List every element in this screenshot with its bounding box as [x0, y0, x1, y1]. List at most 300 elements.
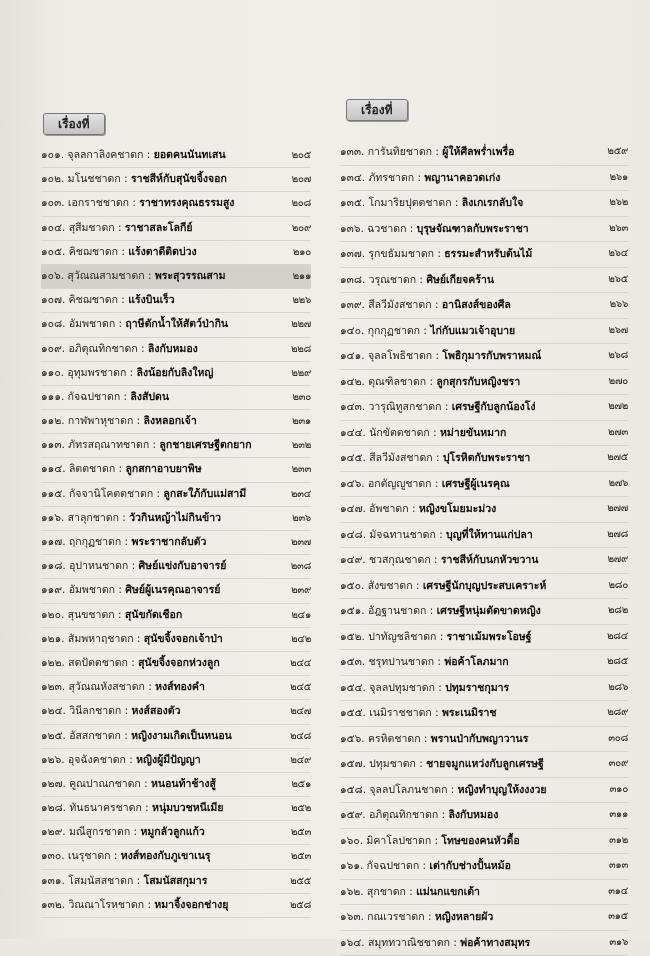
entry-page-number: ๒๔๔: [290, 652, 311, 675]
toc-entry: [340, 599, 628, 625]
entry-jataka-name: ๑๑๑. กัจฉปชาดก :: [41, 391, 130, 403]
entry-jataka-name: ๑๓๑. โสมนัสสชาดก :: [41, 875, 144, 887]
entry-story-title: เศรษฐีนักบุญประสบเคราะห์: [423, 580, 546, 592]
toc-entry: [41, 507, 311, 531]
entry-story-title: เศรษฐีผู้เนรคุณ: [442, 478, 510, 490]
entry-title: [340, 472, 510, 497]
entry-story-title: ลิงหลอกเจ้า: [144, 415, 197, 427]
entry-story-title: ราชสีห์กับนกหัวขวาน: [441, 554, 539, 566]
entry-story-title: สุนัขกัดเชือก: [125, 609, 182, 621]
entry-jataka-name: ๑๐๑. จุลลกาลิงคชาดก :: [41, 149, 154, 161]
toc-entry: [340, 166, 628, 192]
entry-jataka-name: ๑๓๔. ภัทรชาดก :: [340, 172, 424, 184]
entry-jataka-name: ๑๒๔. วินีลกชาดก :: [41, 705, 132, 717]
entry-story-title: ลูกสุกรกับหญิงชรา: [436, 376, 520, 388]
toc-entry: [41, 821, 311, 845]
entry-title: [340, 931, 530, 956]
entry-title: [41, 313, 228, 336]
entry-title: [340, 140, 514, 165]
entry-page-number: ๒๓๘: [291, 555, 311, 578]
entry-jataka-name: ๑๓๗. รุกขธัมมชาดก :: [340, 248, 444, 260]
entry-story-title: หญิงงามเกิดเป็นหนอน: [131, 730, 232, 742]
entry-jataka-name: ๑๒๑. สัมพหาฤชาดก :: [41, 633, 144, 645]
entry-jataka-name: ๑๒๖. อุจฉังคชาดก :: [41, 754, 136, 766]
entry-page-number: ๒๒๘: [291, 338, 311, 361]
entry-title: [41, 700, 181, 723]
toc-entry: [41, 894, 311, 918]
entry-page-number: ๓๑๕: [608, 905, 628, 930]
toc-entry: [340, 395, 628, 421]
entry-title: [340, 497, 496, 522]
entry-story-title: แร้งตาดีติดบ่วง: [128, 246, 196, 258]
entry-title: [340, 727, 528, 752]
entry-story-title: หนอนท้าช้างสู้: [151, 778, 216, 790]
entry-story-title: ลูกสะใภ้กับแม่สามี: [163, 488, 246, 500]
entry-jataka-name: ๑๑๖. สาลุกชาดก :: [41, 512, 129, 524]
toc-entry: [340, 778, 628, 804]
entry-story-title: เศรษฐีกับลูกน้องโง่: [452, 401, 536, 413]
entry-page-number: ๒๘๕: [607, 650, 628, 675]
entry-page-number: ๓๑๔: [608, 880, 628, 905]
entry-page-number: ๒๕๘: [290, 894, 311, 917]
entry-story-title: บุญที่ให้ทานแก่ปลา: [446, 529, 533, 541]
entry-story-title: ลิงเกเรกลับใจ: [462, 197, 523, 209]
entry-story-title: เศรษฐีหนุ่มตัดขาดหญิง: [437, 605, 541, 617]
entry-jataka-name: ๑๑๙. อัมพชาดก :: [41, 584, 125, 596]
entry-page-number: ๒๗๙: [607, 548, 628, 573]
entry-jataka-name: ๑๓๐. เนรุชาดก :: [41, 850, 121, 862]
entry-jataka-name: ๑๐๘. อัมพชาดก :: [41, 318, 125, 330]
entry-title: [41, 579, 220, 602]
entry-page-number: ๒๒๙: [291, 362, 311, 385]
entry-page-number: ๒๗๕: [607, 446, 628, 471]
toc-entry: [340, 421, 628, 447]
entry-story-title: ราชสีห์กับสุนัขจิ้งจอก: [131, 173, 227, 185]
entry-jataka-name: ๑๔๔. นักขัตตชาดก :: [340, 427, 440, 439]
entry-page-number: ๒๖๖: [610, 293, 628, 318]
toc-entry: [340, 931, 628, 956]
entry-jataka-name: ๑๔๘. มัจฉทานชาดก :: [340, 529, 446, 541]
entry-page-number: ๒๕๓: [291, 845, 311, 868]
toc-entry: [340, 370, 628, 396]
entry-story-title: ลิงกับหมอง: [448, 809, 498, 821]
entry-title: [340, 242, 532, 267]
entry-title: [41, 458, 202, 481]
entry-title: [41, 555, 226, 578]
toc-entry: [41, 386, 311, 410]
entry-jataka-name: ๑๒๙. มณีสูกรชาดก :: [41, 826, 140, 838]
entry-story-title: ปทุมราชกุมาร: [445, 682, 509, 694]
entry-story-title: พระราชากลับตัว: [131, 536, 206, 548]
entry-jataka-name: ๑๑๓. ภัทรสฤณาทชาดก :: [41, 439, 159, 451]
toc-entry: [340, 905, 628, 931]
entry-story-title: สุนัขจิ้งจอกห่วงลูก: [138, 657, 220, 669]
entry-jataka-name: ๑๐๗. คิชฌชาดก :: [41, 294, 128, 306]
entry-page-number: ๒๔๘: [290, 725, 311, 748]
entry-page-number: ๓๑๖: [609, 931, 628, 956]
entry-page-number: ๓๑๒: [609, 829, 628, 854]
entry-story-title: ลิงน้อยกับลิงใหญ่: [137, 367, 214, 379]
entry-story-title: หม่ายขันหมาก: [440, 427, 506, 439]
entry-page-number: ๒๒๗: [291, 313, 311, 336]
column-header-left: เรื่องที่: [43, 113, 105, 135]
toc-entry: [340, 446, 628, 472]
entry-page-number: ๒๔๗: [290, 700, 311, 723]
entry-page-number: ๒๒๖: [292, 289, 311, 312]
entry-page-number: ๒๓๙: [291, 579, 311, 602]
entry-title: [41, 338, 198, 361]
entry-title: [340, 880, 480, 905]
entry-title: [41, 241, 197, 264]
entry-title: [340, 344, 541, 369]
entry-story-title: ธรรมะสำหรับต้นไม้: [444, 248, 532, 260]
toc-entry: [41, 773, 311, 797]
entry-title: [340, 625, 531, 650]
entry-story-title: ราชาเม้มพระโอษฐ์: [447, 631, 532, 643]
toc-entry: [340, 217, 628, 243]
entry-page-number: ๒๓๒: [292, 434, 311, 457]
entry-title: [41, 507, 221, 530]
entry-page-number: ๒๘๔: [607, 625, 628, 650]
entry-story-title: โสมนัสสกุมาร: [144, 875, 208, 887]
entry-title: [340, 217, 529, 242]
entry-jataka-name: ๑๒๘. ทันธนาครชาดก :: [41, 802, 152, 814]
entry-story-title: เต่ากับช่างปั้นหม้อ: [429, 860, 510, 872]
entry-story-title: ศิษย์ผู้เนรคุณอาจารย์: [125, 584, 220, 596]
entry-story-title: พ่อค้าทางสมุทร: [460, 937, 530, 949]
entry-page-number: ๒๘๒: [608, 599, 628, 624]
entry-story-title: โทษของคนหัวดื้อ: [441, 835, 519, 847]
entry-title: [340, 854, 511, 879]
entry-page-number: ๒๐๘: [291, 192, 311, 215]
entry-jataka-name: ๑๖๓. กณเวรชาดก :: [340, 911, 435, 923]
entry-page-number: ๒๓๓: [292, 458, 311, 481]
entry-title: [340, 421, 506, 446]
entry-title: [340, 905, 493, 930]
entry-title: [41, 749, 201, 772]
entry-title: [340, 319, 515, 344]
entry-jataka-name: ๑๓๘. วรุณชาดก :: [340, 274, 426, 286]
toc-entry: [340, 344, 628, 370]
entry-page-number: ๒๕๓: [291, 821, 311, 844]
toc-entry: [41, 652, 311, 676]
entry-jataka-name: ๑๐๖. สุวัณณสามชาดก :: [41, 270, 155, 282]
toc-entry: [41, 313, 311, 337]
toc-entry: [41, 192, 311, 216]
entry-title: [41, 483, 246, 506]
toc-entry: [340, 268, 628, 294]
entry-title: [41, 894, 228, 917]
entry-jataka-name: ๑๐๒. มโนชชาดก :: [41, 173, 131, 185]
entry-title: [340, 446, 530, 471]
entry-title: [340, 752, 544, 777]
toc-entry: [340, 242, 628, 268]
entry-page-number: ๒๔๒: [291, 628, 311, 651]
entry-story-title: แม่นกแขกเต้า: [416, 886, 480, 898]
entry-page-number: ๒๓๔: [291, 483, 311, 506]
toc-entry: [340, 650, 628, 676]
toc-entry: [41, 870, 311, 894]
entry-title: [41, 289, 175, 312]
toc-entry: [340, 752, 628, 778]
entry-page-number: ๓๐๘: [608, 727, 628, 752]
entry-jataka-name: ๑๒๗. คูณปาณกชาดก :: [41, 778, 151, 790]
entry-title: [41, 265, 226, 288]
entry-story-title: ผู้ให้ศีลพร่ำเพรื่อ: [442, 146, 514, 158]
entry-page-number: ๒๕๙: [607, 140, 628, 165]
entry-jataka-name: ๑๕๙. อภิตุณทิกชาดก :: [340, 809, 448, 821]
entry-title: [340, 370, 520, 395]
entry-page-number: ๒๘๖: [608, 676, 628, 701]
entry-jataka-name: ๑๓๙. สีลวีมังสชาดก :: [340, 299, 442, 311]
toc-entry: [340, 472, 628, 498]
entry-jataka-name: ๑๒๓. สุวัณณหังสชาดก :: [41, 681, 155, 693]
entry-title: [340, 523, 533, 548]
entry-story-title: หนุ่มบวชหนีเมีย: [152, 802, 223, 814]
entry-title: [41, 410, 197, 433]
entry-title: [41, 362, 213, 385]
entry-page-number: ๒๓๑: [292, 410, 311, 433]
entry-title: [340, 395, 536, 420]
entry-jataka-name: ๑๓๕. โกมาริยปุตตชาดก :: [340, 197, 462, 209]
entry-jataka-name: ๑๔๐. กุกกุฏชาดก :: [340, 325, 430, 337]
entry-jataka-name: ๑๔๑. จุลลโพธิชาดก :: [340, 350, 442, 362]
entry-page-number: ๒๖๗: [608, 319, 628, 344]
entry-page-number: ๒๔๙: [290, 749, 311, 772]
toc-entry: [41, 458, 311, 482]
entry-jataka-name: ๑๑๗. ฤกกุฏชาดก :: [41, 536, 131, 548]
entry-page-number: ๓๑๓: [609, 854, 628, 879]
toc-entry: [41, 410, 311, 434]
toc-entry: [340, 829, 628, 855]
entry-title: [340, 166, 500, 191]
entry-jataka-name: ๑๕๑. อัฎฐานชาดก :: [340, 605, 437, 617]
entry-page-number: ๒๘๙: [607, 701, 628, 726]
entry-page-number: ๒๓๐: [292, 386, 311, 409]
entry-jataka-name: ๑๔๒. ตุณฑิลชาดก :: [340, 376, 436, 388]
entry-jataka-name: ๑๑๕. กัจจานิโคตตชาดก :: [41, 488, 163, 500]
toc-entry: [340, 727, 628, 753]
entry-story-title: หมาจิ้งจอกช่างยุ: [154, 899, 228, 911]
entry-jataka-name: ๑๑๘. อุปาหนชาดก :: [41, 560, 138, 572]
entry-page-number: ๒๖๑: [610, 166, 628, 191]
entry-page-number: ๒๓๗: [291, 531, 311, 554]
entry-jataka-name: ๑๕๐. สังขชาดก :: [340, 580, 423, 592]
toc-entry: [340, 803, 628, 829]
entry-page-number: ๒๗๐: [609, 370, 628, 395]
entry-jataka-name: ๑๕๓. ชรุทปานชาดก :: [340, 656, 444, 668]
column-header-right: เรื่องที่: [346, 99, 408, 121]
toc-entry: [340, 548, 628, 574]
entry-jataka-name: ๑๕๔. จุลลปทุมชาดก :: [340, 682, 445, 694]
entry-story-title: พระเนมิราช: [442, 707, 497, 719]
toc-entry: [340, 880, 628, 906]
entry-page-number: ๒๖๓: [609, 217, 628, 242]
entry-story-title: ไก่กับแมวเจ้าอุบาย: [430, 325, 515, 337]
entry-page-number: ๓๐๙: [609, 752, 628, 777]
entry-story-title: ชายจมูกแหว่งกับลูกเศรษฐี: [426, 758, 544, 770]
entry-jataka-name: ๑๔๗. อัพชาดก :: [340, 503, 419, 515]
entry-page-number: ๒๗๖: [608, 472, 628, 497]
entry-story-title: ลิงสัปดน: [130, 391, 169, 403]
entry-title: [41, 797, 224, 820]
entry-title: [340, 829, 520, 854]
entry-title: [340, 650, 509, 675]
entry-jataka-name: ๑๒๕. อัสสกชาดก :: [41, 730, 131, 742]
toc-entry: [41, 604, 311, 628]
entry-story-title: ปุโรหิตกับพระราชา: [443, 452, 530, 464]
toc-entry: [41, 168, 311, 192]
entry-page-number: ๒๗๗: [607, 497, 628, 522]
entry-story-title: หงส์ทองคำ: [155, 681, 205, 693]
entry-jataka-name: ๑๖๒. สุกชาดก :: [340, 886, 416, 898]
entry-title: [340, 191, 523, 216]
entry-page-number: ๒๗๓: [608, 421, 628, 446]
toc-entry: [340, 523, 628, 549]
toc-entry: [41, 265, 311, 289]
toc-entry: [41, 676, 311, 700]
entry-jataka-name: ๑๖๑. กัจฉปชาดก :: [340, 860, 429, 872]
entry-title: [340, 574, 546, 599]
entry-story-title: โพธิกุมารกับพราหมณ์: [442, 350, 541, 362]
entry-story-title: พญานาคอวดเก่ง: [424, 172, 500, 184]
entry-story-title: พ่อค้าโลภมาก: [444, 656, 508, 668]
entry-jataka-name: ๑๕๕. เนมิราชชาดก :: [340, 707, 442, 719]
entry-story-title: ลูกสกาอาบยาพิษ: [125, 463, 201, 475]
entry-title: [41, 434, 252, 457]
toc-entry: [41, 579, 311, 603]
entry-jataka-name: ๑๓๓. การันทิยชาดก :: [340, 146, 442, 158]
entry-jataka-name: ๑๓๒. วิณณาโรหชาดก :: [41, 899, 154, 911]
entry-title: [41, 725, 232, 748]
entry-story-title: หมูกลัวลูกแก้ว: [140, 826, 204, 838]
entry-story-title: ยอดคนนันทเสน: [154, 149, 226, 161]
entry-story-title: บุรุษจัณฑาลกับพระราชา: [417, 223, 529, 235]
entry-jataka-name: ๑๐๓. เอกราชชาดก :: [41, 197, 139, 209]
entry-title: [41, 386, 169, 409]
entry-page-number: ๒๖๕: [608, 268, 628, 293]
entry-story-title: สุนัขจิ้งจอกเจ้าป่า: [144, 633, 223, 645]
entry-title: [41, 604, 182, 627]
toc-entry: [41, 749, 311, 773]
entry-title: [41, 652, 220, 675]
toc-entry: [340, 140, 628, 166]
entry-jataka-name: ๑๖๔. สมุททวาณิชชาดก :: [340, 937, 460, 949]
entry-story-title: แร้งบินเร็ว: [128, 294, 175, 306]
entry-jataka-name: ๑๔๙. ชวสกุณชาดก :: [340, 554, 441, 566]
entry-title: [41, 870, 207, 893]
toc-entry: [41, 845, 311, 869]
entry-page-number: ๒๔๕: [290, 676, 311, 699]
entry-title: [340, 701, 497, 726]
entry-jataka-name: ๑๖๐. มิคาโลปชาดก :: [340, 835, 441, 847]
entry-page-number: ๒๓๖: [292, 507, 311, 530]
toc-entry: [41, 483, 311, 507]
entry-jataka-name: ๑๔๓. วารุณิทูสกชาดก :: [340, 401, 452, 413]
entry-story-title: ฤาษีตักน้ำให้สัตว์ป่ากิน: [125, 318, 228, 330]
toc-entry: [340, 319, 628, 345]
toc-entry: [340, 854, 628, 880]
entry-story-title: หงส์ทองกับภูเขาเนรุ: [121, 850, 211, 862]
entry-page-number: ๒๖๘: [608, 344, 628, 369]
toc-entry: [340, 625, 628, 651]
entry-title: [340, 268, 494, 293]
toc-entry: [340, 497, 628, 523]
entry-jataka-name: ๑๐๕. คิชฌชาดก :: [41, 246, 128, 258]
entry-jataka-name: ๑๔๖. อกตัญญูชาดก :: [340, 478, 442, 490]
entry-page-number: ๒๑๐: [293, 241, 311, 264]
entry-story-title: ลิงกับหมอง: [148, 343, 198, 355]
entry-page-number: ๒๐๗: [292, 168, 311, 191]
entry-title: [340, 293, 511, 318]
entry-story-title: หญิงขโมยมะม่วง: [419, 503, 496, 515]
entry-page-number: ๒๗๒: [608, 395, 628, 420]
entry-page-number: ๒๑๑: [293, 265, 311, 288]
toc-entry: [340, 574, 628, 600]
entry-jataka-name: ๑๕๘. จุลลปโลภนชาดก :: [340, 784, 458, 796]
entry-page-number: ๒๐๕: [292, 144, 311, 167]
entry-title: [41, 144, 226, 167]
entry-story-title: พรานป่ากับพญาวานร: [431, 733, 529, 745]
entry-jataka-name: ๑๕๗. ปทุมชาดก :: [340, 758, 426, 770]
entry-title: [340, 676, 509, 701]
entry-story-title: หญิงหลายผัว: [435, 911, 493, 923]
entry-page-number: ๒๘๐: [608, 574, 628, 599]
entry-jataka-name: ๑๑๔. ลิตตชาดก :: [41, 463, 125, 475]
entry-jataka-name: ๑๑๒. กาฬพาหุชาดก :: [41, 415, 144, 427]
toc-entry: [340, 701, 628, 727]
entry-page-number: ๒๗๘: [607, 523, 628, 548]
entry-story-title: ศิษย์เกียจคร้าน: [426, 274, 494, 286]
entry-title: [340, 599, 541, 624]
entry-title: [41, 676, 205, 699]
toc-entry: [41, 144, 311, 168]
entry-page-number: ๓๑๐: [610, 778, 628, 803]
entry-page-number: ๒๕๒: [291, 797, 311, 820]
entry-title: [41, 531, 206, 554]
entry-story-title: ลูกชายเศรษฐีตกยาก: [159, 439, 251, 451]
entry-jataka-name: ๑๓๖. ฉวชาดก :: [340, 223, 417, 235]
toc-entry: [41, 338, 311, 362]
toc-entry: [41, 289, 311, 313]
entry-title: [41, 192, 234, 215]
entry-story-title: อานิสงส์ของศีล: [442, 299, 511, 311]
entry-page-number: ๒๐๙: [292, 217, 311, 240]
entry-story-title: ศิษย์แข่งกับอาจารย์: [138, 560, 226, 572]
toc-entry: [41, 217, 311, 241]
entry-title: [41, 845, 211, 868]
toc-column-left: [41, 144, 311, 918]
entry-page-number: ๒๔๑: [291, 604, 311, 627]
toc-entry: [41, 628, 311, 652]
entry-story-title: หญิงทำบุญให้งงงวย: [458, 784, 547, 796]
toc-entry: [340, 293, 628, 319]
entry-page-number: ๒๖๔: [608, 242, 628, 267]
entry-story-title: ราชาสละโลกีย์: [125, 222, 193, 234]
entry-story-title: พระสุวรรณสาม: [155, 270, 226, 282]
entry-jataka-name: ๑๐๔. สุสีมชาดก :: [41, 222, 125, 234]
entry-story-title: หงส์สองตัว: [132, 705, 181, 717]
entry-page-number: ๒๕๑: [291, 773, 311, 796]
toc-entry: [41, 362, 311, 386]
entry-jataka-name: ๑๔๕. สีลวีมังสชาดก :: [340, 452, 443, 464]
entry-title: [41, 821, 205, 844]
entry-title: [41, 773, 216, 796]
toc-entry: [340, 191, 628, 217]
entry-jataka-name: ๑๑๐. อุทุมพรชาดก :: [41, 367, 137, 379]
toc-entry: [41, 531, 311, 555]
entry-title: [41, 628, 223, 651]
